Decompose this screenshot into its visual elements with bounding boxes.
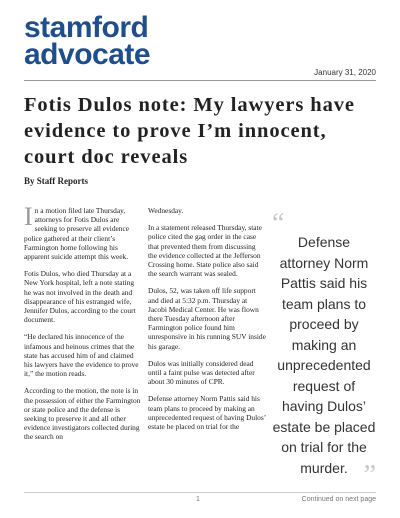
masthead-line1: stamford <box>24 11 149 44</box>
close-quote-icon: ” <box>363 460 376 491</box>
drop-cap: I <box>24 202 33 231</box>
open-quote-icon: “ <box>272 208 285 239</box>
pull-quote: Defense attorney Norm Pattis said his team plans to proceed by making an unprecedented request of having Dulos’ estate be placed on trial for the murder. <box>272 234 376 476</box>
paragraph: Dulos was initially considered dead until a faint pulse was detected after about 30 minutes of CPR. <box>148 358 255 387</box>
paragraph: Dulos, 52, was taken off life support and died at 5:32 p.m. Thursday at Jacobi Medical Center. He was flown there Tuesday afternoon after Farmington police found him unresponsive in his running SUV inside his garage. <box>148 286 266 351</box>
paragraph: Defense attorney Norm Pattis said his team plans to proceed by making an unprecedented request of having Dulos’ estate be placed on trial for the <box>148 394 266 432</box>
footer-divider <box>24 492 376 493</box>
article-column-1 <box>24 202 142 450</box>
paragraph: “He declared his innocence of the infamous and heinous crimes that the state has accused him of and claimed his lawyers have the evidence to prove it,” the motion reads. <box>24 332 139 379</box>
publication-date: January 31, 2020 <box>314 68 376 77</box>
article-byline: By Staff Reports <box>24 176 88 186</box>
paragraph: Fotis Dulos, who died Thursday at a New York hospital, left a note stating he was not involved in the death and disappearance of his estranged wife, Jennifer Dulos, according to the court document. <box>24 269 136 325</box>
paragraph: In a motion filed late Thursday, attorneys for Fotis Dulos are seeking to preserve all evidence police gathered at their client’s Farmington home following his apparent suicide attempt this week. <box>24 202 130 262</box>
paragraph: According to the motion, the note is in the possession of either the Farmington or state police and the defense is seeking to preserve it and all other evidence investigators collected during the search on <box>24 386 141 442</box>
continued-link[interactable]: Continued on next page <box>301 496 376 503</box>
paragraph: Wednesday. <box>148 206 184 215</box>
page-number: 1 <box>196 496 200 503</box>
paragraph: In a statement released Thursday, state police cited the gag order in the case that prevented them from discussing the evidence collected at the Jefferson Crossing home. State police also said the search warrant was sealed. <box>148 223 262 279</box>
masthead-line2: advocate <box>24 38 151 71</box>
header-divider <box>24 80 376 81</box>
masthead-logo <box>24 11 151 71</box>
article-column-2 <box>148 206 266 439</box>
article-headline: Fotis Dulos note: My lawyers have evidence to prove I’m innocent, court doc reveals <box>24 94 355 168</box>
